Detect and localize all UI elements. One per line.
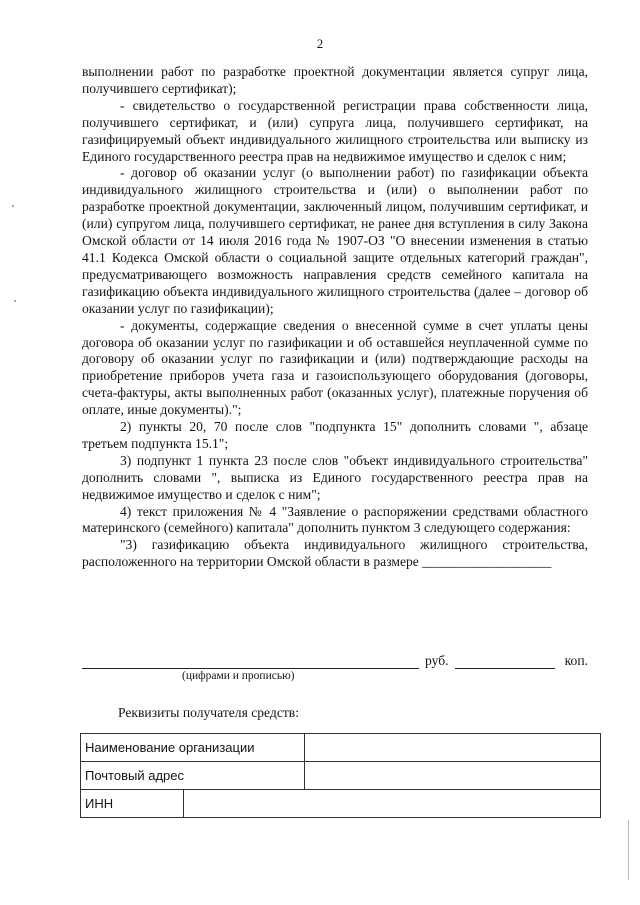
paragraph: 3) подпункт 1 пункта 23 после слов "объект индивидуального строительства" дополнить словами ", выписка из Единого государственного реестра прав на недвижимое имущество и сделок с ним"; [82, 452, 588, 502]
paragraph: 4) текст приложения № 4 "Заявление о распоряжении средствами областного материнского (семейного) капитала" дополнить пунктом 3 следующего содержания: [82, 503, 588, 536]
amount-blank-line [82, 656, 419, 669]
inn-label: ИНН [81, 790, 184, 818]
org-name-label: Наименование организации [81, 734, 305, 762]
scan-edge-mark [628, 820, 629, 880]
amount-hint: (цифрами и прописью) [182, 670, 295, 682]
table-row [81, 762, 601, 790]
scan-speck [12, 205, 14, 207]
amount-row [82, 653, 588, 669]
paragraph: - документы, содержащие сведения о внесенной сумме в счет уплаты цены договора об оказании услуг по газификации и об оставшейся неуплаченной сумме по договору об оказании услуг по газификации и (или) подтверждающие расходы на приобретение приборов учета газа и газоиспользующего оборудования (договоры, счета-фактуры, акты выполненных работ (оказанных услуг), платежные поручения об оплате, иные документы)."; [82, 317, 588, 418]
rub-label: руб. [425, 653, 449, 668]
org-name-value[interactable] [305, 734, 601, 762]
paragraph: выполнении работ по разработке проектной документации является супруг лица, получившего сертификат); [82, 64, 588, 96]
paragraph: - договор об оказании услуг (о выполнении работ) по газификации объекта индивидуального жилищного строительства и (или) о выполнении работ по разработке проектной документации, заключенный лицом, получившим сертификат, и (или) супругом лица, получившего сертификат, не ранее дня вступления в силу Закона Омской области от 14 июля 2016 года № 1907-ОЗ "О внесении изменения в статью 41.1 Кодекса Омской области о социальной защите отдельных категорий граждан", предусматривающего возможность направления средств семейного капитала на газификацию объекта индивидуального жилищного строительства (далее – договор об оказании услуг по газификации); [82, 165, 588, 316]
requisites-title: Реквизиты получателя средств: [118, 705, 299, 720]
inn-value[interactable] [184, 790, 601, 818]
kop-label: коп. [564, 653, 588, 668]
inn-table [80, 789, 601, 818]
paragraph: - свидетельство о государственной регистрации права собственности лица, получившего сертификат, и (или) супруга лица, получившего сертификат, на газифицируемый объект индивидуального жилищного строительства или выписку из Единого государственного реестра прав на недвижимое имущество и сделок с ним; [82, 97, 588, 164]
scan-speck [14, 300, 16, 302]
paragraph: "3) газификацию объекта индивидуального жилищного строительства, расположенного на территории Омской области в размере ___________________ [82, 537, 588, 570]
kop-blank-line [455, 656, 555, 669]
table-row [81, 734, 601, 762]
postal-address-label: Почтовый адрес [81, 762, 305, 790]
page-number: 2 [316, 36, 324, 51]
table-row [81, 790, 601, 818]
document-body [82, 64, 588, 571]
postal-address-value[interactable] [305, 762, 601, 790]
recipient-requisites-table [80, 733, 601, 790]
paragraph: 2) пункты 20, 70 после слов "подпункта 15" дополнить словами ", абзаце третьем подпункта 15.1"; [82, 419, 588, 451]
